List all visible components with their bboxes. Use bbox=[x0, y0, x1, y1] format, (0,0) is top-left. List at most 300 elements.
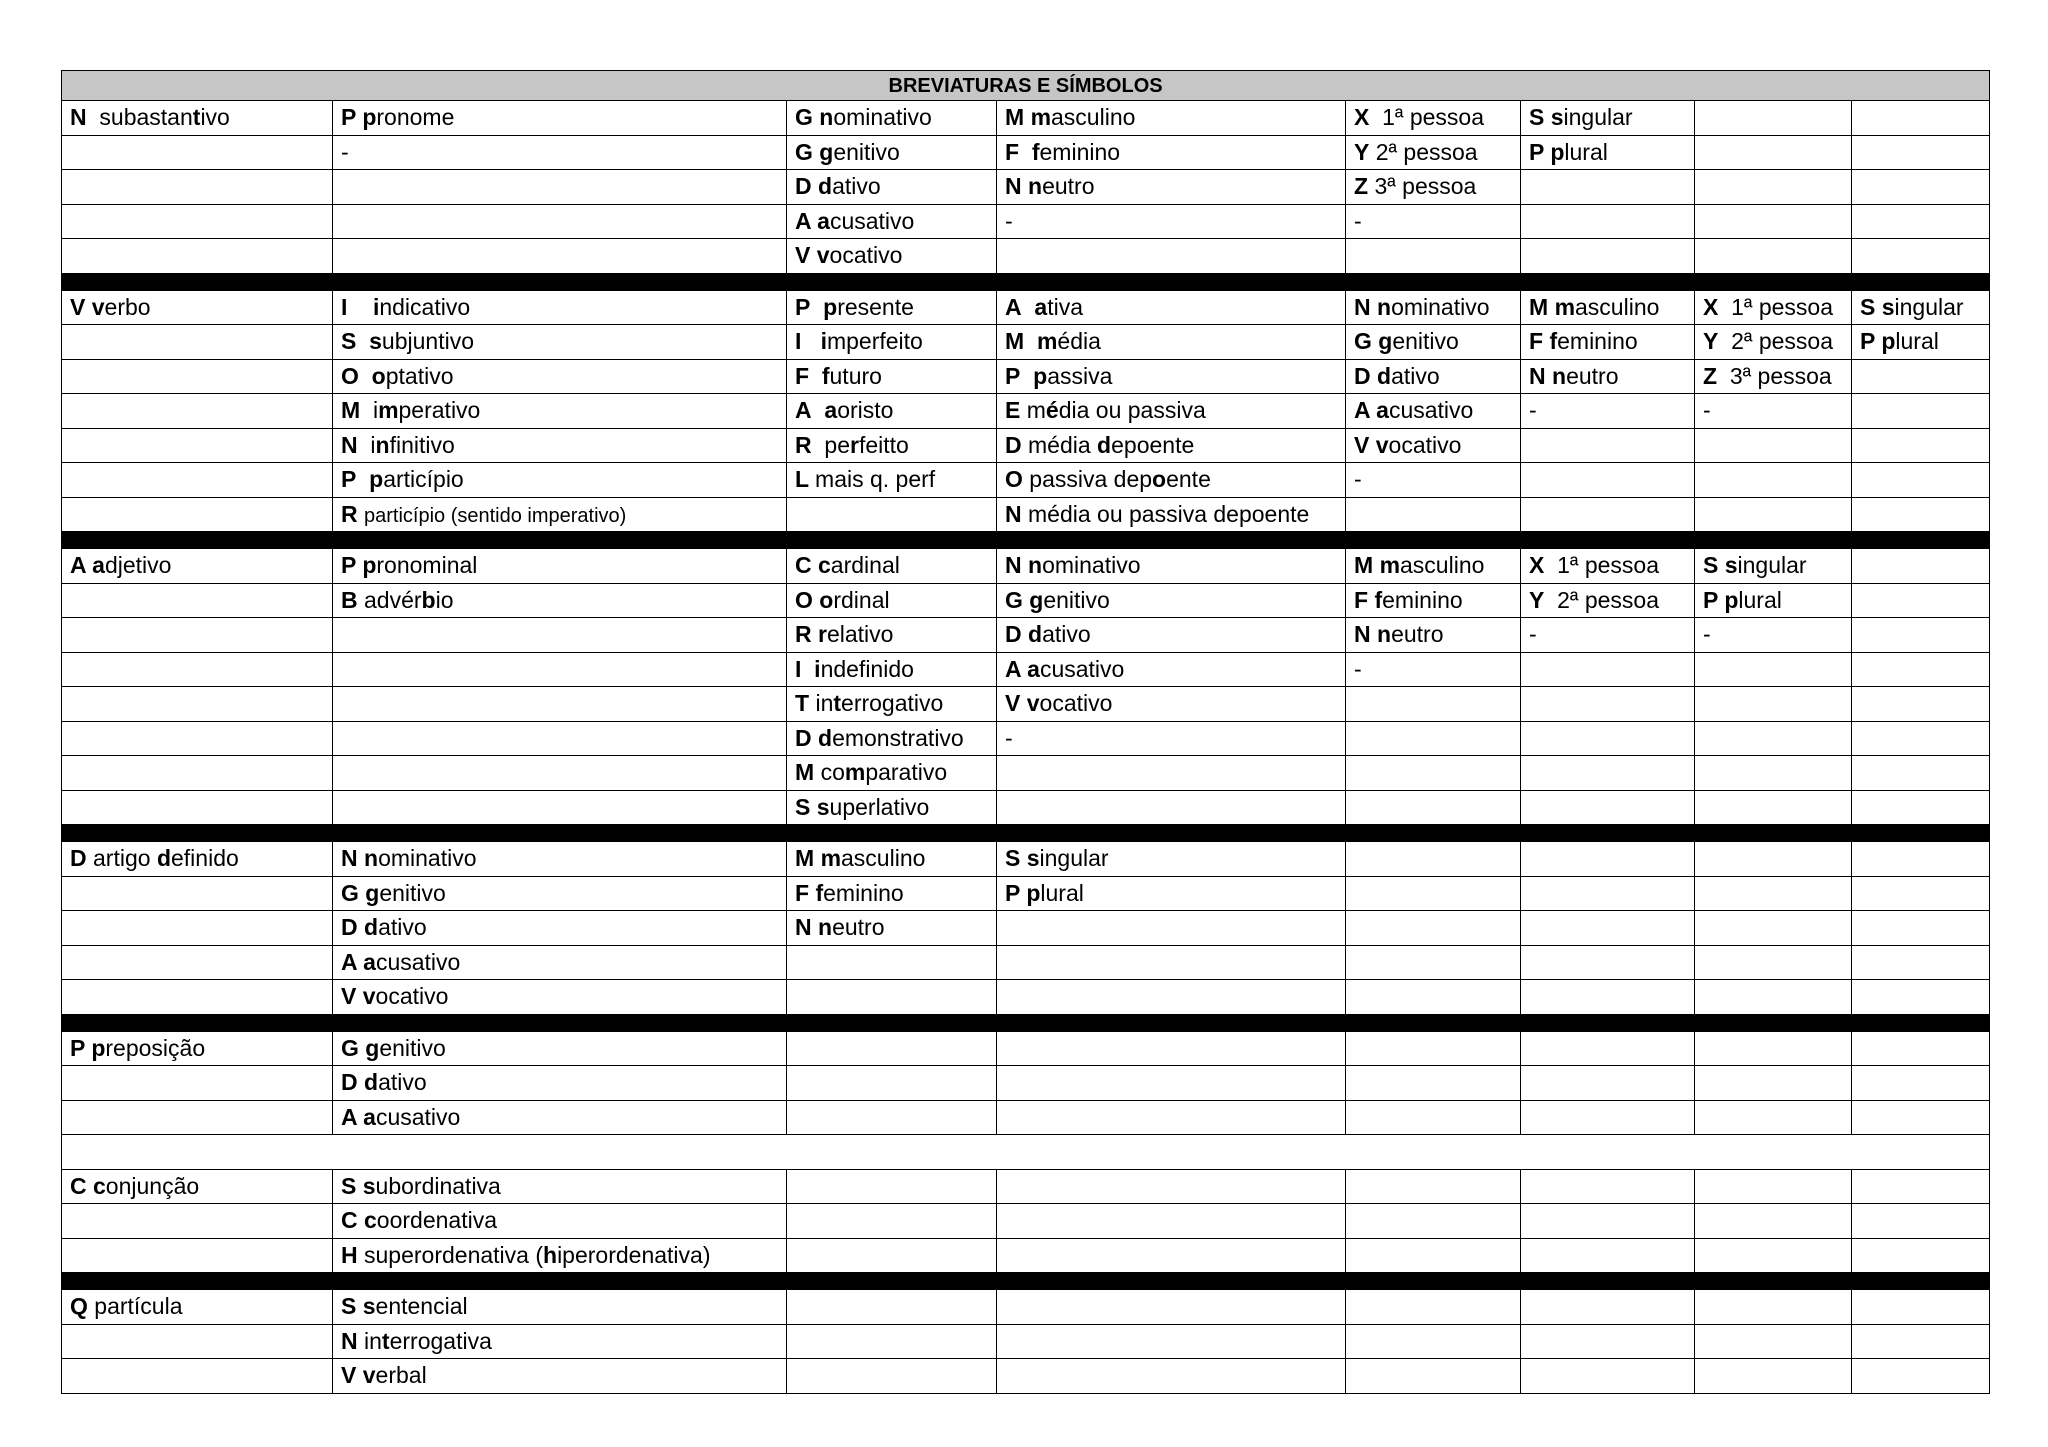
table-cell bbox=[1521, 290, 1695, 325]
table-cell bbox=[1852, 325, 1990, 360]
table-cell bbox=[997, 1290, 1346, 1325]
table-cell bbox=[787, 1031, 997, 1066]
cell-text: errogativo bbox=[841, 690, 944, 717]
table-row bbox=[62, 1238, 1990, 1273]
table-cell bbox=[1521, 359, 1695, 394]
cell-text: Q bbox=[70, 1293, 95, 1320]
table-cell bbox=[1346, 756, 1521, 791]
table-cell bbox=[997, 497, 1346, 532]
cell-text: X bbox=[1529, 552, 1545, 579]
table-cell bbox=[1852, 721, 1990, 756]
table-cell bbox=[333, 1290, 787, 1325]
cell-text: particípio (sentido imperativo) bbox=[364, 504, 627, 527]
table-cell bbox=[1346, 1100, 1521, 1135]
cell-text: t bbox=[381, 1327, 390, 1354]
table-cell bbox=[997, 980, 1346, 1015]
table-cell bbox=[1852, 359, 1990, 394]
cell-text: O bbox=[795, 586, 820, 613]
table-cell bbox=[1521, 1204, 1695, 1239]
cell-text: S bbox=[1860, 293, 1882, 320]
table-cell bbox=[997, 842, 1346, 877]
cell-text: subastan bbox=[86, 104, 193, 131]
cell-text: D bbox=[341, 914, 364, 941]
table-cell bbox=[333, 497, 787, 532]
table-cell bbox=[997, 1169, 1346, 1204]
cell-text: F bbox=[1529, 328, 1550, 355]
table-cell bbox=[1852, 1066, 1990, 1101]
cell-text: ominativo bbox=[1042, 552, 1141, 579]
cell-text: I bbox=[795, 655, 802, 682]
table-cell bbox=[1695, 1290, 1852, 1325]
cell-text: io bbox=[435, 586, 454, 613]
cell-text: ominativo bbox=[833, 104, 932, 131]
cell-text: ronome bbox=[376, 104, 455, 131]
cell-text: s bbox=[362, 1172, 376, 1199]
cell-text: mperfeito bbox=[826, 328, 923, 355]
table-row bbox=[62, 876, 1990, 911]
cell-text: H bbox=[341, 1241, 364, 1268]
table-cell bbox=[62, 980, 333, 1015]
table-cell bbox=[1521, 945, 1695, 980]
cell-text: d bbox=[818, 724, 833, 751]
cell-text: M bbox=[1529, 293, 1555, 320]
table-cell bbox=[787, 463, 997, 498]
table-cell bbox=[787, 721, 997, 756]
cell-text: A bbox=[795, 207, 818, 234]
table-cell bbox=[787, 204, 997, 239]
cell-text: p bbox=[1550, 138, 1565, 165]
table-cell bbox=[333, 721, 787, 756]
cell-text: ndefinido bbox=[820, 655, 914, 682]
cell-text: P bbox=[341, 466, 357, 493]
cell-text: b bbox=[421, 586, 436, 613]
cell-text: G bbox=[1354, 328, 1379, 355]
cell-text: ocativo bbox=[375, 983, 449, 1010]
table-cell bbox=[787, 1100, 997, 1135]
cell-text: i bbox=[820, 328, 827, 355]
cell-text: asculino bbox=[1051, 104, 1136, 131]
cell-text: a bbox=[1034, 293, 1048, 320]
table-cell bbox=[333, 428, 787, 463]
table-row bbox=[62, 1204, 1990, 1239]
cell-text: G bbox=[795, 138, 820, 165]
table-row bbox=[62, 290, 1990, 325]
cell-text: f bbox=[815, 879, 824, 906]
table-cell bbox=[1521, 1324, 1695, 1359]
cell-text: s bbox=[1550, 104, 1564, 131]
cell-text: N bbox=[1354, 293, 1377, 320]
cell-text: P bbox=[341, 552, 363, 579]
table-cell bbox=[62, 583, 333, 618]
cell-text: n bbox=[364, 845, 379, 872]
table-cell bbox=[1346, 170, 1521, 205]
table-cell bbox=[1695, 911, 1852, 946]
cell-text: N bbox=[1005, 500, 1028, 527]
cell-text: N bbox=[1005, 552, 1028, 579]
cell-text: é bbox=[1045, 397, 1059, 424]
cell-text: onjunção bbox=[105, 1172, 200, 1199]
cell-text: D bbox=[795, 173, 818, 200]
section-separator bbox=[62, 1014, 1990, 1031]
table-cell bbox=[787, 790, 997, 825]
cell-text: - bbox=[1529, 397, 1537, 424]
cell-text: média ou passiva depoente bbox=[1028, 500, 1310, 527]
table-cell bbox=[1695, 204, 1852, 239]
cell-text: cusativo bbox=[1039, 655, 1125, 682]
table-cell bbox=[1695, 1066, 1852, 1101]
table-cell bbox=[1852, 1238, 1990, 1273]
cell-text: s bbox=[1026, 845, 1040, 872]
cell-text: S bbox=[1005, 845, 1027, 872]
cell-text: - bbox=[1354, 207, 1362, 234]
cell-text: C bbox=[795, 552, 818, 579]
table-row bbox=[62, 101, 1990, 136]
table-cell bbox=[787, 1169, 997, 1204]
table-row bbox=[62, 1359, 1990, 1394]
cell-text: m bbox=[1036, 328, 1058, 355]
cell-text: reposição bbox=[105, 1034, 206, 1061]
cell-text: g bbox=[365, 879, 380, 906]
cell-text: passiva dep bbox=[1029, 466, 1153, 493]
cell-text: c bbox=[818, 552, 831, 579]
cell-text: I bbox=[795, 328, 802, 355]
cell-text: ativo bbox=[832, 173, 881, 200]
cell-text: partícula bbox=[94, 1293, 183, 1320]
cell-text: eutro bbox=[1566, 362, 1619, 389]
cell-text: Y bbox=[1354, 138, 1370, 165]
cell-text: A bbox=[1354, 397, 1377, 424]
table-cell bbox=[1695, 842, 1852, 877]
table-cell bbox=[333, 876, 787, 911]
table-cell bbox=[997, 359, 1346, 394]
table-cell bbox=[333, 1324, 787, 1359]
cell-text: - bbox=[1005, 207, 1013, 234]
table-cell bbox=[1346, 842, 1521, 877]
cell-text: eminino bbox=[823, 879, 904, 906]
table-row bbox=[62, 721, 1990, 756]
cell-text: ativo bbox=[378, 914, 427, 941]
cell-text: média bbox=[1028, 431, 1098, 458]
cell-text: d bbox=[818, 173, 833, 200]
table-cell bbox=[333, 204, 787, 239]
cell-text: lural bbox=[1738, 586, 1782, 613]
cell-text: N bbox=[1005, 173, 1028, 200]
table-cell bbox=[1695, 1324, 1852, 1359]
table-cell bbox=[333, 618, 787, 653]
cell-text: n bbox=[1028, 552, 1043, 579]
cell-text: N bbox=[341, 845, 364, 872]
table-cell bbox=[1695, 101, 1852, 136]
table-cell bbox=[1346, 980, 1521, 1015]
cell-text: M bbox=[795, 759, 821, 786]
cell-text: co bbox=[820, 759, 845, 786]
cell-text: P bbox=[1005, 362, 1021, 389]
table-cell bbox=[1346, 463, 1521, 498]
cell-text: feitto bbox=[858, 431, 909, 458]
table-row bbox=[62, 980, 1990, 1015]
cell-text: F bbox=[1354, 586, 1375, 613]
table-cell bbox=[1852, 1290, 1990, 1325]
cell-text: V bbox=[795, 242, 817, 269]
table-body bbox=[62, 71, 1990, 1394]
table-cell bbox=[1852, 687, 1990, 722]
section-separator-cell bbox=[62, 1014, 1990, 1031]
cell-text: R bbox=[795, 431, 812, 458]
table-cell bbox=[62, 1204, 333, 1239]
cell-text bbox=[801, 328, 820, 354]
cell-text bbox=[347, 294, 373, 320]
cell-text: A bbox=[795, 397, 812, 424]
table-cell bbox=[1852, 583, 1990, 618]
cell-text: i bbox=[372, 293, 380, 320]
table-cell bbox=[1695, 325, 1852, 360]
cell-text bbox=[356, 466, 369, 492]
table-cell bbox=[1695, 1169, 1852, 1204]
table-cell bbox=[997, 1066, 1346, 1101]
table-cell bbox=[62, 359, 333, 394]
cell-text: V bbox=[341, 983, 363, 1010]
table-cell bbox=[1852, 394, 1990, 429]
cell-text: entencial bbox=[375, 1293, 468, 1320]
cell-text: ndicativo bbox=[379, 293, 471, 320]
blank-row-cell bbox=[62, 1135, 1990, 1170]
table-cell bbox=[333, 135, 787, 170]
table-cell bbox=[1521, 911, 1695, 946]
table-cell bbox=[1346, 945, 1521, 980]
table-cell bbox=[62, 1290, 333, 1325]
table-cell bbox=[1695, 290, 1852, 325]
cell-text: n bbox=[1028, 173, 1043, 200]
table-cell bbox=[787, 945, 997, 980]
cell-text: P bbox=[795, 293, 811, 320]
cell-text: d bbox=[1377, 362, 1392, 389]
table-cell bbox=[1695, 945, 1852, 980]
table-cell bbox=[333, 239, 787, 274]
cell-text: G bbox=[341, 879, 366, 906]
cell-text: n bbox=[1552, 362, 1567, 389]
table-cell bbox=[787, 618, 997, 653]
table-cell bbox=[1695, 652, 1852, 687]
cell-text: errogativa bbox=[389, 1327, 492, 1354]
cell-text: D bbox=[70, 845, 93, 872]
table-cell bbox=[1346, 1204, 1521, 1239]
cell-text: V bbox=[70, 293, 92, 320]
cell-text: d bbox=[1028, 621, 1043, 648]
table-cell bbox=[333, 101, 787, 136]
cell-text bbox=[1020, 363, 1033, 389]
table-cell bbox=[1695, 583, 1852, 618]
table-cell bbox=[1346, 1169, 1521, 1204]
cell-text: tiva bbox=[1047, 293, 1083, 320]
table-cell bbox=[1346, 290, 1521, 325]
table-cell bbox=[1521, 1100, 1695, 1135]
cell-text: ativo bbox=[1042, 621, 1091, 648]
table-cell bbox=[1346, 1324, 1521, 1359]
table-cell bbox=[1521, 876, 1695, 911]
table-cell bbox=[997, 911, 1346, 946]
table-cell bbox=[1852, 290, 1990, 325]
cell-text: g bbox=[1029, 586, 1044, 613]
cell-text: V bbox=[1354, 431, 1376, 458]
table-cell bbox=[62, 463, 333, 498]
cell-text: S bbox=[1703, 552, 1725, 579]
table-cell bbox=[62, 756, 333, 791]
cell-text: ubordinativa bbox=[375, 1172, 501, 1199]
cell-text: cusativo bbox=[375, 948, 461, 975]
table-cell bbox=[62, 790, 333, 825]
table-cell bbox=[1852, 428, 1990, 463]
table-cell bbox=[1695, 428, 1852, 463]
cell-text: Y bbox=[1529, 586, 1545, 613]
cell-text: B bbox=[341, 586, 364, 613]
cell-text: f bbox=[1031, 138, 1040, 165]
cell-text: P bbox=[1529, 138, 1551, 165]
cell-text: parativo bbox=[865, 759, 948, 786]
table-cell bbox=[787, 497, 997, 532]
table-cell bbox=[62, 170, 333, 205]
table-cell bbox=[333, 325, 787, 360]
table-cell bbox=[333, 463, 787, 498]
cell-text: s bbox=[1881, 293, 1895, 320]
cell-text: p bbox=[91, 1034, 106, 1061]
table-cell bbox=[1346, 1290, 1521, 1325]
cell-text: G bbox=[795, 104, 820, 131]
cell-text: - bbox=[1703, 397, 1711, 424]
cell-text: N bbox=[70, 104, 87, 131]
table-cell bbox=[997, 428, 1346, 463]
cell-text bbox=[1024, 328, 1037, 354]
cell-text: A bbox=[1005, 293, 1022, 320]
table-cell bbox=[333, 980, 787, 1015]
cell-text: asculino bbox=[841, 845, 926, 872]
cell-text: r bbox=[850, 431, 859, 458]
table-cell bbox=[787, 1238, 997, 1273]
table-row bbox=[62, 204, 1990, 239]
cell-text: a bbox=[92, 552, 105, 579]
cell-text: P bbox=[1005, 879, 1027, 906]
table-cell bbox=[1852, 204, 1990, 239]
table-cell bbox=[1695, 980, 1852, 1015]
table-cell bbox=[1695, 463, 1852, 498]
table-cell bbox=[62, 1324, 333, 1359]
cell-text: ativo bbox=[378, 1069, 427, 1096]
table-cell bbox=[997, 1324, 1346, 1359]
cell-text: a bbox=[824, 397, 838, 424]
table-row bbox=[62, 1100, 1990, 1135]
cell-text: v bbox=[816, 242, 830, 269]
table-cell bbox=[333, 687, 787, 722]
cell-text: ativo bbox=[1391, 362, 1440, 389]
table-cell bbox=[1521, 618, 1695, 653]
table-cell bbox=[997, 239, 1346, 274]
table-cell bbox=[333, 652, 787, 687]
table-cell bbox=[1852, 1204, 1990, 1239]
table-cell bbox=[1852, 1031, 1990, 1066]
cell-text: N bbox=[341, 1327, 364, 1354]
cell-text: d bbox=[364, 1069, 379, 1096]
cell-text: oordenativa bbox=[376, 1207, 497, 1234]
cell-text: cusativo bbox=[829, 207, 915, 234]
table-cell bbox=[997, 204, 1346, 239]
cell-text: r bbox=[818, 621, 827, 648]
cell-text: P bbox=[1703, 586, 1725, 613]
cell-text: S bbox=[1529, 104, 1551, 131]
table-row bbox=[62, 1169, 1990, 1204]
table-cell bbox=[787, 135, 997, 170]
table-cell bbox=[1521, 756, 1695, 791]
table-cell bbox=[1852, 1324, 1990, 1359]
cell-text: 2ª pessoa bbox=[1718, 328, 1833, 355]
cell-text: h bbox=[543, 1241, 558, 1268]
cell-text: s bbox=[1724, 552, 1738, 579]
cell-text: m bbox=[820, 845, 842, 872]
cell-text: S bbox=[341, 1293, 363, 1320]
cell-text: A bbox=[70, 552, 93, 579]
table-cell bbox=[1521, 721, 1695, 756]
table-cell bbox=[787, 170, 997, 205]
cell-text: Z bbox=[1354, 173, 1369, 200]
cell-text: enitivo bbox=[1392, 328, 1459, 355]
table-cell bbox=[333, 911, 787, 946]
cell-text: advér bbox=[364, 586, 422, 613]
table-cell bbox=[1521, 497, 1695, 532]
cell-text: enitivo bbox=[1043, 586, 1110, 613]
cell-text: ocativo bbox=[829, 242, 903, 269]
table-cell bbox=[997, 290, 1346, 325]
table-cell bbox=[997, 463, 1346, 498]
table-cell bbox=[1695, 359, 1852, 394]
table-cell bbox=[333, 790, 787, 825]
table-cell bbox=[1521, 1031, 1695, 1066]
cell-text bbox=[801, 656, 814, 682]
cell-text bbox=[356, 328, 369, 354]
cell-text: C bbox=[341, 1207, 364, 1234]
table-cell bbox=[62, 1238, 333, 1273]
cell-text: o bbox=[1152, 466, 1167, 493]
table-cell bbox=[1852, 756, 1990, 791]
cell-text: o bbox=[819, 586, 834, 613]
cell-text: F bbox=[1005, 138, 1032, 165]
table-row bbox=[62, 945, 1990, 980]
table-cell bbox=[787, 394, 997, 429]
cell-text: p bbox=[1026, 879, 1041, 906]
blank-row bbox=[62, 1135, 1990, 1170]
table-cell bbox=[62, 549, 333, 584]
table-cell bbox=[787, 1204, 997, 1239]
table-row bbox=[62, 583, 1990, 618]
cell-text: elativo bbox=[826, 621, 894, 648]
cell-text: i bbox=[360, 397, 379, 424]
table-cell bbox=[1346, 428, 1521, 463]
table-cell bbox=[333, 756, 787, 791]
cell-text: 1ª pessoa bbox=[1369, 104, 1484, 131]
table-cell bbox=[62, 428, 333, 463]
cell-text: m bbox=[378, 397, 399, 424]
cell-text: i bbox=[814, 655, 821, 682]
cell-text: s bbox=[369, 328, 382, 355]
table-cell bbox=[1346, 101, 1521, 136]
cell-text: S bbox=[341, 1172, 363, 1199]
table-cell bbox=[787, 239, 997, 274]
table-cell bbox=[1521, 1169, 1695, 1204]
table-cell bbox=[1695, 170, 1852, 205]
table-cell bbox=[1852, 1359, 1990, 1394]
cell-text: M bbox=[795, 845, 821, 872]
cell-text: p bbox=[1724, 586, 1739, 613]
table-cell bbox=[997, 618, 1346, 653]
table-cell bbox=[62, 394, 333, 429]
table-cell bbox=[1346, 618, 1521, 653]
